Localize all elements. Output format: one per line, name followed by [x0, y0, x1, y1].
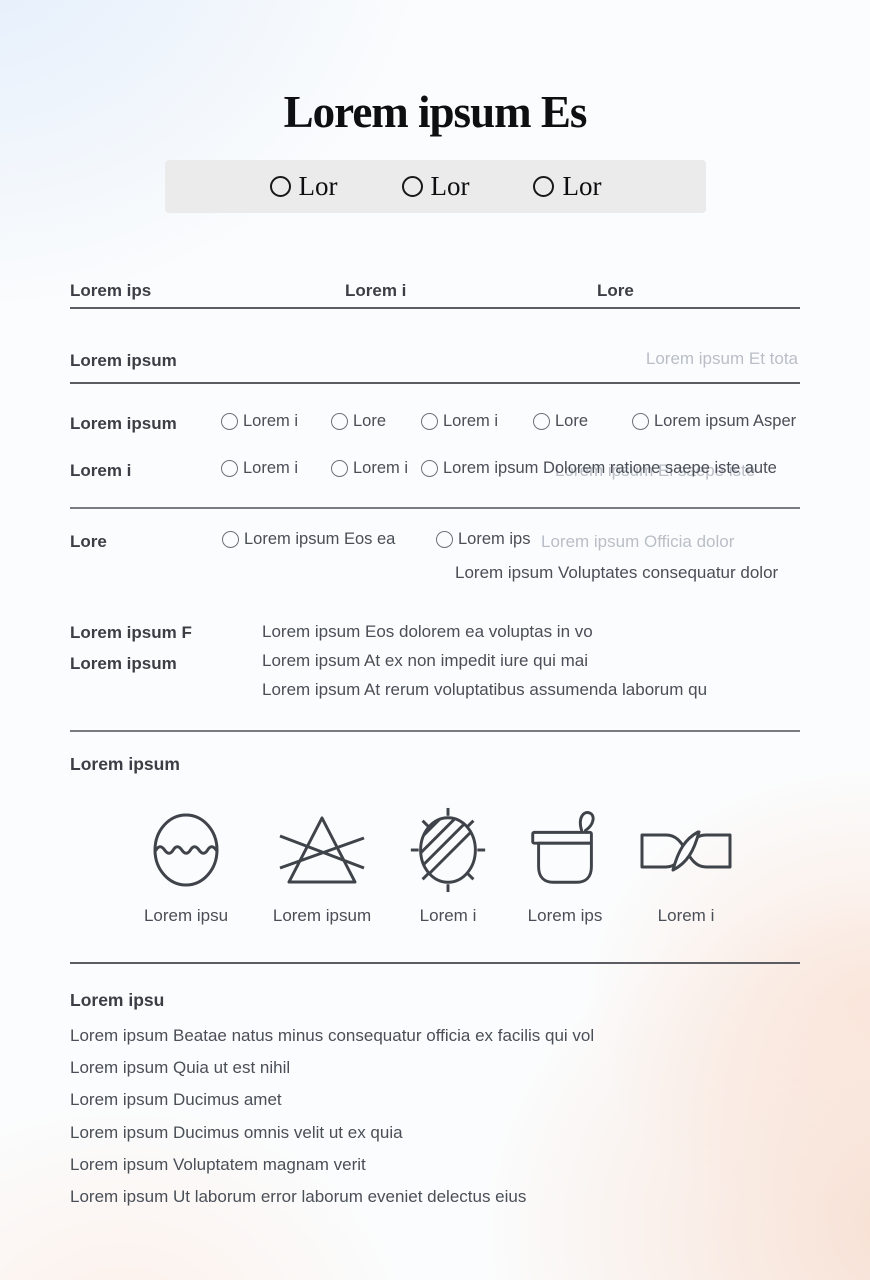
- radio-icon: [632, 413, 649, 430]
- info-label-1: Lorem ipsum F: [70, 623, 192, 642]
- radio-row-2: [70, 459, 800, 485]
- notes-list: [70, 1026, 594, 1219]
- radio-option[interactable]: [533, 412, 588, 432]
- segmented-radio-bar: [165, 160, 706, 213]
- radio-option[interactable]: [222, 530, 395, 550]
- seg-option-2[interactable]: [402, 173, 470, 200]
- care-section-heading: Lorem ipsum: [70, 754, 180, 774]
- column-header-3: Lore: [597, 281, 634, 300]
- care-item-label: Lorem i: [419, 906, 477, 925]
- radio-option-label: Lorem i: [443, 412, 499, 430]
- care-item-label: Lorem ips: [527, 906, 603, 925]
- text-input[interactable]: [541, 532, 791, 552]
- radio-option[interactable]: [436, 530, 530, 550]
- radio-option[interactable]: [421, 459, 777, 479]
- radio-icon: [533, 176, 554, 197]
- notes-item: Lorem ipsum Quia ut est nihil: [70, 1058, 291, 1078]
- radio-option[interactable]: [221, 459, 298, 479]
- radio-option[interactable]: [632, 412, 796, 432]
- row-label: Lorem ipsum: [70, 414, 177, 433]
- divider: [70, 730, 800, 732]
- divider: [70, 382, 800, 384]
- radio-icon: [331, 460, 348, 477]
- radio-option[interactable]: [331, 459, 408, 479]
- radio-icon: [421, 460, 438, 477]
- radio-icon: [421, 413, 438, 430]
- seg-option-3[interactable]: [533, 173, 601, 200]
- radio-option-label: Lorem ips: [458, 530, 531, 548]
- radio-option-label: Lore: [555, 412, 589, 430]
- radio-row-1: [70, 412, 800, 438]
- care-item-label: Lorem i: [657, 906, 715, 925]
- column-header-2: Lorem i: [345, 281, 407, 300]
- seg-option-label: Lor: [298, 171, 338, 201]
- soak-pot-icon: [521, 806, 609, 894]
- notes-item: Lorem ipsum Beatae natus minus consequatur officia ex facilis qui vol: [70, 1026, 595, 1045]
- radio-option-label: Lore: [353, 412, 387, 430]
- column-header-1: Lorem ips: [70, 281, 152, 300]
- notes-section-heading: Lorem ipsu: [70, 990, 165, 1010]
- radio-icon: [331, 413, 348, 430]
- radio-option-label: Lorem i: [243, 459, 299, 477]
- info-line: Lorem ipsum At ex non impedit iure qui mai: [262, 651, 588, 670]
- radio-option-label: Lorem ipsum Eos ea: [244, 530, 396, 548]
- notes-item: Lorem ipsum Voluptatem magnam verit: [70, 1154, 366, 1174]
- notes-item: Lorem ipsum Ut laborum error laborum eveniet delectus eius: [70, 1186, 527, 1206]
- shade-dry-icon: [404, 806, 492, 894]
- care-item: [111, 806, 261, 926]
- info-line: Lorem ipsum At rerum voluptatibus assumenda laborum qu: [262, 680, 708, 699]
- care-item-label: Lorem ipsum: [272, 906, 372, 925]
- row-label: Lore: [70, 532, 107, 551]
- row-note: Lorem ipsum Voluptates consequatur dolor: [455, 563, 779, 582]
- row-label: Lorem i: [70, 461, 132, 480]
- divider: [70, 507, 800, 509]
- care-item: [611, 806, 761, 926]
- radio-icon: [533, 413, 550, 430]
- radio-icon: [402, 176, 423, 197]
- wash-icon: [144, 806, 228, 894]
- page-title: Lorem ipsum Es: [283, 87, 587, 137]
- radio-option[interactable]: [421, 412, 498, 432]
- info-label-2: Lorem ipsum: [70, 654, 177, 673]
- text-input[interactable]: [270, 349, 798, 369]
- wring-icon: [636, 806, 736, 894]
- seg-option-label: Lor: [430, 171, 470, 201]
- radio-icon: [221, 413, 238, 430]
- radio-option[interactable]: [221, 412, 298, 432]
- divider: [70, 307, 800, 309]
- radio-option[interactable]: [331, 412, 386, 432]
- info-line: Lorem ipsum Eos dolorem ea voluptas in vo: [262, 622, 593, 641]
- radio-icon: [270, 176, 291, 197]
- radio-option-label: Lorem ipsum Dolorem ratione saepe iste aute: [443, 459, 777, 477]
- radio-option-label: Lorem i: [353, 459, 409, 477]
- radio-option-label: Lorem ipsum Asper: [654, 412, 797, 430]
- radio-icon: [222, 531, 239, 548]
- radio-icon: [221, 460, 238, 477]
- seg-option-label: Lor: [562, 171, 602, 201]
- do-not-bleach-icon: [276, 806, 368, 894]
- care-item-label: Lorem ipsu: [143, 906, 229, 925]
- notes-item: Lorem ipsum Ducimus omnis velit ut ex quia: [70, 1122, 403, 1142]
- seg-option-1[interactable]: [270, 173, 338, 200]
- radio-icon: [436, 531, 453, 548]
- radio-option-label: Lorem i: [243, 412, 299, 430]
- radio-row-3: [70, 530, 800, 600]
- notes-item: Lorem ipsum Ducimus amet: [70, 1090, 282, 1110]
- divider: [70, 962, 800, 964]
- field-label: Lorem ipsum: [70, 351, 177, 370]
